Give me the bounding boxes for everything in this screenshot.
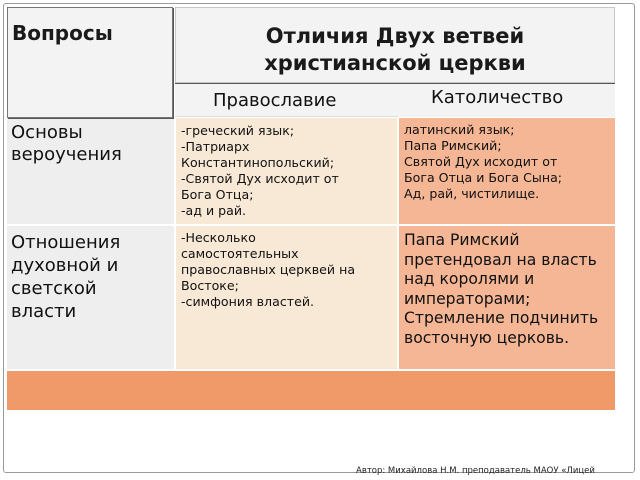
column-divider — [174, 118, 176, 370]
orthodoxy-header-cell — [175, 84, 400, 117]
row2-orthodoxy-cell — [175, 225, 398, 370]
row1-orthodoxy-line: -Святой Дух исходит от — [181, 171, 339, 186]
row-divider — [7, 224, 615, 226]
row1-orthodoxy-line: -греческий язык; — [181, 123, 295, 138]
row1-label-line: Основы — [11, 122, 83, 143]
row2-catholicism-line: Папа Римский — [404, 231, 520, 249]
row2-catholicism-line: над королями и — [404, 270, 535, 288]
row1-orthodoxy-cell — [175, 118, 398, 225]
row2-label-line: духовной и — [11, 255, 119, 276]
row2-orthodoxy-line: -Несколько — [181, 230, 256, 245]
row1-label-cell — [7, 118, 175, 225]
row1-catholicism-line: Папа Римский; — [404, 138, 502, 153]
row2-orthodoxy-line: Востоке; — [181, 278, 239, 293]
row1-orthodoxy-line: Бога Отца; — [181, 187, 254, 202]
table-title-line: христианской церкви — [264, 51, 526, 75]
author-credit: Автор: Михайлова Н.М. преподаватель МАОУ «Лицей — [356, 466, 595, 476]
table-title-line: Отличия Двух ветвей — [265, 24, 525, 48]
row2-orthodoxy-line: самостоятельных — [181, 246, 299, 261]
row2-catholicism-cell — [398, 225, 615, 370]
row2-catholicism-line: Стремление подчинить — [404, 309, 599, 327]
table-footer-band — [7, 370, 615, 410]
row2-orthodoxy-line: -симфония властей. — [181, 294, 315, 309]
row2-label-line: светской — [11, 278, 97, 299]
catholicism-header-cell — [398, 84, 615, 117]
row1-orthodoxy-line: -Патриарх — [181, 139, 250, 154]
questions-header: Вопросы — [12, 21, 113, 45]
row1-catholicism-line: латинский язык; — [404, 122, 515, 137]
row2-orthodoxy-line: православных церквей на — [181, 262, 356, 277]
table-title-cell — [175, 7, 615, 83]
orthodoxy-header: Православие — [213, 90, 337, 111]
row1-label-line: вероучения — [11, 144, 122, 165]
column-divider — [397, 84, 399, 370]
row-divider — [7, 369, 615, 371]
row1-catholicism-line: Святой Дух исходит от — [404, 154, 558, 169]
catholicism-header: Католичество — [431, 87, 564, 108]
row2-catholicism-line: претендовал на власть — [404, 250, 597, 269]
row2-label-line: Отношения — [11, 232, 121, 253]
row1-catholicism-line: Ад, рай, чистилище. — [404, 186, 540, 201]
questions-header-cell — [7, 7, 173, 118]
row1-catholicism-cell — [398, 118, 615, 225]
row1-catholicism-line: Бога Отца и Бога Сына; — [404, 170, 563, 185]
row2-catholicism-line: восточную церковь. — [404, 328, 570, 347]
row2-catholicism-line: императорами; — [404, 289, 531, 308]
row2-label-cell — [7, 225, 175, 370]
row2-label-line: власти — [11, 301, 77, 322]
row1-orthodoxy-line: -ад и рай. — [181, 203, 247, 218]
row1-orthodoxy-line: Константинопольский; — [181, 155, 335, 170]
